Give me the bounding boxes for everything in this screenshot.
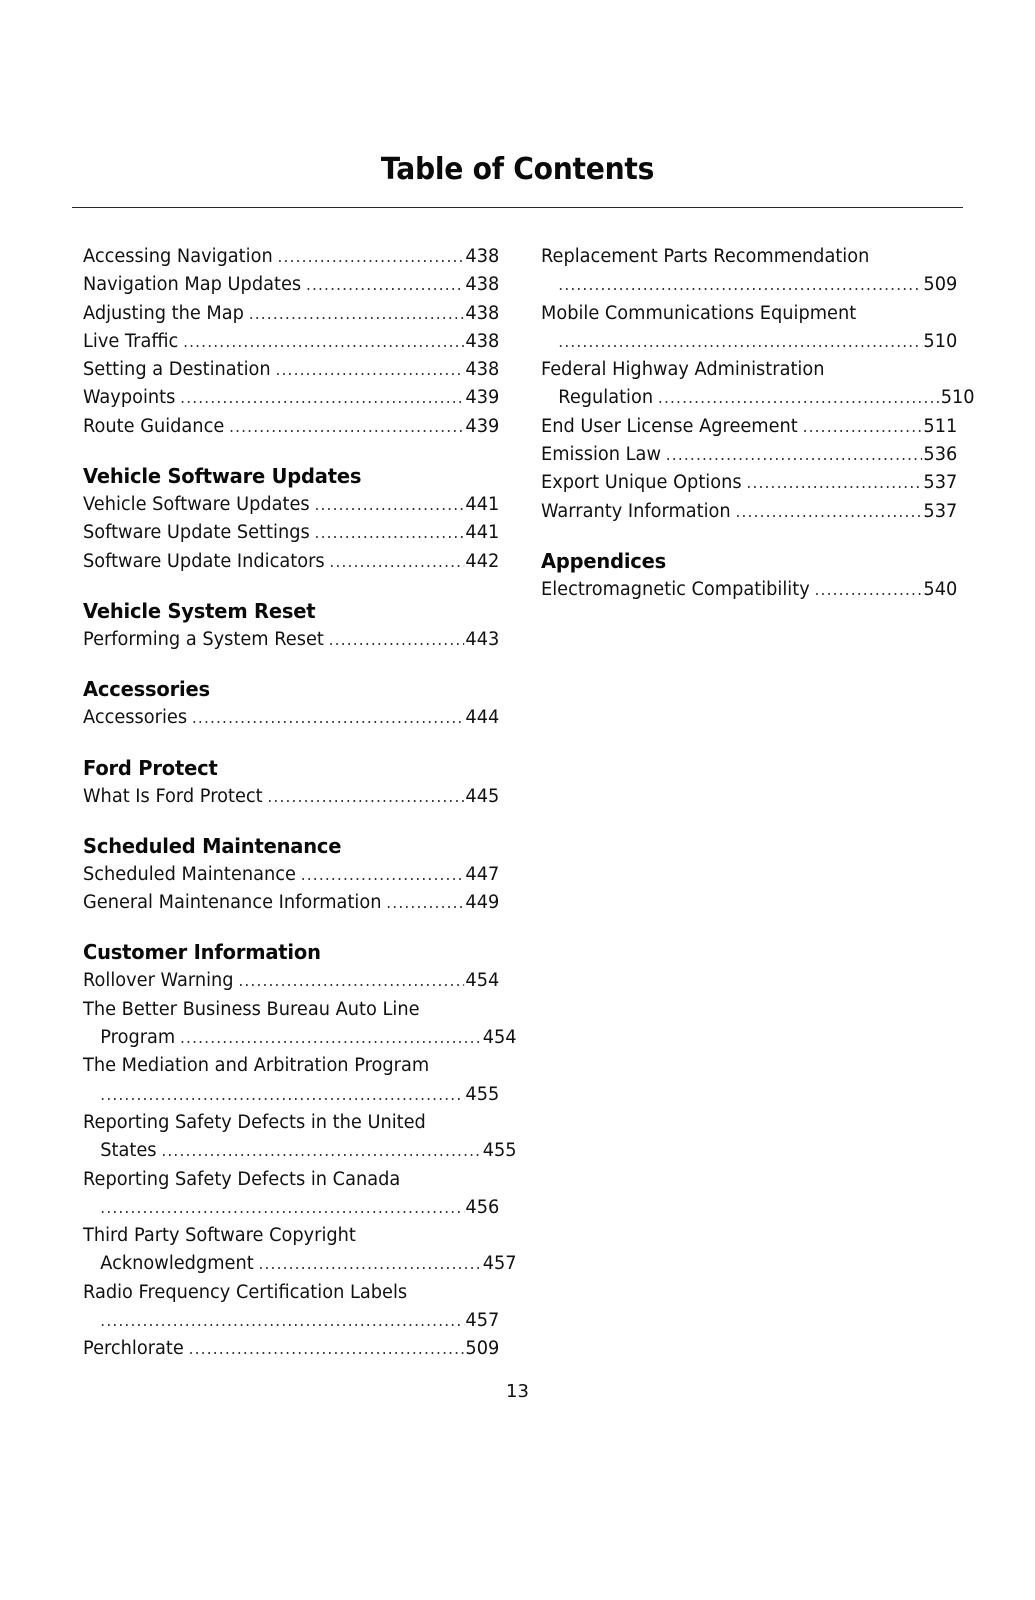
toc-entry[interactable] xyxy=(83,1335,499,1363)
toc-entry-row xyxy=(83,328,499,356)
dot-leader xyxy=(180,384,464,412)
toc-entry-row xyxy=(83,1024,517,1052)
toc-entry[interactable] xyxy=(83,1052,499,1109)
toc-entry-label: Warranty Information xyxy=(541,500,731,522)
toc-entry[interactable] xyxy=(83,1166,499,1223)
toc-entry-label: Performing a System Reset xyxy=(83,628,324,650)
toc-entry-label: Software Update Settings xyxy=(83,522,310,544)
toc-entry-label: Vehicle Software Updates xyxy=(83,494,310,516)
dot-leader xyxy=(329,548,464,576)
toc-entry-label: Setting a Destination xyxy=(83,359,271,381)
toc-entry-row xyxy=(83,519,499,547)
dot-leader xyxy=(258,1250,481,1278)
dot-leader xyxy=(100,1307,464,1335)
toc-entry[interactable] xyxy=(83,861,499,889)
toc-entry-label-line: The Better Business Bureau Auto Line xyxy=(83,998,420,1020)
toc-entry-label-line: Mobile Communications Equipment xyxy=(541,302,857,324)
toc-entry[interactable] xyxy=(83,1222,517,1279)
dot-leader xyxy=(735,498,922,526)
dot-leader xyxy=(558,328,922,356)
toc-entry-page-number: 438 xyxy=(465,274,500,296)
toc-entry-row xyxy=(83,626,499,654)
toc-entry-page-number: 444 xyxy=(465,707,500,729)
toc-entry-page-number: 537 xyxy=(923,472,958,494)
toc-entry[interactable] xyxy=(83,889,499,917)
toc-entry-label: Scheduled Maintenance xyxy=(83,863,296,885)
page-folio: 13 xyxy=(506,1381,529,1402)
toc-column-right xyxy=(541,243,975,604)
dot-leader xyxy=(558,271,922,299)
toc-entry-label: Program xyxy=(100,1027,176,1049)
toc-section-heading: Vehicle Software Updates xyxy=(83,464,362,489)
toc-entry[interactable] xyxy=(541,356,975,413)
toc-entry[interactable] xyxy=(541,469,957,497)
toc-entry-row xyxy=(83,704,499,732)
dot-leader xyxy=(161,1137,481,1165)
toc-entry-row xyxy=(83,889,499,917)
toc-section-heading: Scheduled Maintenance xyxy=(83,833,342,858)
toc-entry-label: Waypoints xyxy=(83,387,176,409)
dot-leader xyxy=(301,861,465,889)
toc-entry-page-number: 445 xyxy=(465,785,500,807)
toc-entry-row xyxy=(541,413,957,441)
toc-entry-label: Acknowledgment xyxy=(100,1253,254,1275)
toc-entry-row xyxy=(83,413,499,441)
toc-entry-page-number: 449 xyxy=(465,892,500,914)
toc-entry-page-number: 443 xyxy=(465,628,500,650)
toc-entry[interactable] xyxy=(83,519,499,547)
toc-entry-page-number: 509 xyxy=(923,274,958,296)
toc-entry-page-number: 509 xyxy=(465,1338,500,1360)
toc-entry-row xyxy=(83,491,499,519)
toc-entry-label-line: Third Party Software Copyright xyxy=(83,1225,356,1247)
dot-leader xyxy=(278,243,465,271)
toc-entry[interactable] xyxy=(83,243,499,271)
dot-leader xyxy=(746,469,922,497)
toc-entry[interactable] xyxy=(541,243,957,300)
toc-entry-page-number: 540 xyxy=(923,578,958,600)
toc-entry-row xyxy=(83,1335,499,1363)
toc-entry-label: Export Unique Options xyxy=(541,472,742,494)
toc-entry-row xyxy=(83,967,499,995)
toc-entry-label-line: Radio Frequency Certification Labels xyxy=(83,1281,408,1303)
toc-entry-label: Electromagnetic Compatibility xyxy=(541,578,810,600)
toc-entry-page-number: 455 xyxy=(482,1140,517,1162)
toc-entry-row xyxy=(83,1137,517,1165)
toc-entry[interactable] xyxy=(541,441,957,469)
dot-leader xyxy=(249,300,465,328)
toc-entry-page-number: 454 xyxy=(465,970,500,992)
toc-entry-page-number: 457 xyxy=(465,1310,500,1332)
dot-leader xyxy=(180,1024,482,1052)
toc-entry-label: Adjusting the Map xyxy=(83,302,244,324)
dot-leader xyxy=(315,519,465,547)
toc-entry[interactable] xyxy=(541,576,957,604)
toc-entry-row xyxy=(83,1307,499,1335)
toc-column-left xyxy=(83,243,517,1364)
dot-leader xyxy=(275,356,464,384)
dot-leader xyxy=(306,271,465,299)
toc-section-heading: Accessories xyxy=(83,677,210,702)
toc-entry[interactable] xyxy=(83,1279,499,1336)
toc-entry-row xyxy=(83,783,499,811)
toc-entry-label: End User License Agreement xyxy=(541,415,798,437)
toc-entry[interactable] xyxy=(83,356,499,384)
toc-entry[interactable] xyxy=(83,271,499,299)
toc-entry-row xyxy=(541,498,957,526)
toc-entry-label: Navigation Map Updates xyxy=(83,274,302,296)
toc-entry-row xyxy=(83,1081,499,1109)
dot-leader xyxy=(189,1335,465,1363)
toc-entry-row xyxy=(83,861,499,889)
toc-entry-label: Regulation xyxy=(558,387,654,409)
toc-entry-label: States xyxy=(100,1140,157,1162)
dot-leader xyxy=(666,441,923,469)
toc-entry-row xyxy=(541,271,957,299)
toc-entry-label-line: Federal Highway Administration xyxy=(541,359,825,381)
toc-entry-page-number: 537 xyxy=(923,500,958,522)
toc-entry[interactable] xyxy=(83,783,499,811)
toc-entry-page-number: 441 xyxy=(465,494,500,516)
page-title: Table of Contents xyxy=(380,152,655,187)
toc-entry-page-number: 441 xyxy=(465,522,500,544)
toc-entry-page-number: 511 xyxy=(923,415,958,437)
toc-entry-label-line: The Mediation and Arbitration Program xyxy=(83,1055,430,1077)
toc-entry-label: Accessories xyxy=(83,707,188,729)
toc-entry-label-line: Reporting Safety Defects in the United xyxy=(83,1111,426,1133)
dot-leader xyxy=(100,1194,464,1222)
toc-entry[interactable] xyxy=(83,996,517,1053)
toc-entry-page-number: 510 xyxy=(923,330,958,352)
toc-entry-label: Emission Law xyxy=(541,444,661,466)
toc-entry-page-number: 457 xyxy=(482,1253,517,1275)
toc-entry-label: Perchlorate xyxy=(83,1338,184,1360)
toc-entry-label: Accessing Navigation xyxy=(83,246,273,267)
toc-entry[interactable] xyxy=(83,967,499,995)
toc-entry-row xyxy=(83,1250,517,1278)
toc-entry-row xyxy=(541,384,975,412)
toc-entry-label-line: Replacement Parts Recommendation xyxy=(541,246,870,267)
toc-entry[interactable] xyxy=(83,626,499,654)
dot-leader xyxy=(803,413,923,441)
toc-entry-row xyxy=(541,441,957,469)
toc-entry-page-number: 536 xyxy=(923,444,958,466)
dot-leader xyxy=(192,704,465,732)
toc-entry-row xyxy=(83,243,499,271)
dot-leader xyxy=(658,384,940,412)
toc-entry-row xyxy=(83,384,499,412)
toc-entry[interactable] xyxy=(83,413,499,441)
toc-entry-page-number: 439 xyxy=(465,387,500,409)
dot-leader xyxy=(815,576,923,604)
toc-entry-page-number: 510 xyxy=(940,387,975,409)
toc-entry-page-number: 439 xyxy=(465,415,500,437)
toc-entry-page-number: 438 xyxy=(465,302,500,324)
toc-entry-label: General Maintenance Information xyxy=(83,892,382,914)
dot-leader xyxy=(229,413,464,441)
toc-entry-row xyxy=(83,548,499,576)
dot-leader xyxy=(329,626,465,654)
toc-section-heading: Ford Protect xyxy=(83,755,218,780)
toc-entry[interactable] xyxy=(83,328,499,356)
toc-entry[interactable] xyxy=(83,491,499,519)
toc-entry-page-number: 438 xyxy=(465,330,500,352)
dot-leader xyxy=(183,328,464,356)
toc-entry[interactable] xyxy=(83,384,499,412)
toc-entry[interactable] xyxy=(541,413,957,441)
toc-entry-page-number: 455 xyxy=(465,1083,500,1105)
dot-leader xyxy=(314,491,464,519)
toc-entry-page-number: 456 xyxy=(465,1196,500,1218)
toc-entry-label-line: Reporting Safety Defects in Canada xyxy=(83,1168,401,1190)
toc-entry[interactable] xyxy=(83,1109,517,1166)
toc-section-heading: Vehicle System Reset xyxy=(83,598,316,623)
toc-entry-page-number: 447 xyxy=(465,863,500,885)
dot-leader xyxy=(238,967,464,995)
toc-entry[interactable] xyxy=(83,548,499,576)
toc-entry-row xyxy=(83,356,499,384)
toc-entry-label: What Is Ford Protect xyxy=(83,785,263,807)
toc-entry-row xyxy=(541,576,957,604)
toc-section-heading: Customer Information xyxy=(83,940,321,965)
title-divider xyxy=(72,207,963,208)
dot-leader xyxy=(267,783,464,811)
toc-entry-page-number: 438 xyxy=(465,246,500,267)
toc-entry-row xyxy=(83,271,499,299)
toc-entry-label: Software Update Indicators xyxy=(83,550,325,572)
toc-section-heading: Appendices xyxy=(541,548,667,573)
dot-leader xyxy=(386,889,464,917)
toc-entry-row xyxy=(541,328,957,356)
toc-entry[interactable] xyxy=(83,300,499,328)
toc-entry-row xyxy=(83,300,499,328)
toc-entry-row xyxy=(83,1194,499,1222)
toc-entry-row xyxy=(541,469,957,497)
toc-entry[interactable] xyxy=(83,704,499,732)
toc-entry-page-number: 454 xyxy=(482,1027,517,1049)
toc-entry-label: Route Guidance xyxy=(83,415,225,437)
toc-entry-page-number: 438 xyxy=(465,359,500,381)
toc-entry-label: Live Traffic xyxy=(83,330,179,352)
dot-leader xyxy=(100,1081,464,1109)
toc-entry-page-number: 442 xyxy=(465,550,500,572)
toc-entry[interactable] xyxy=(541,300,957,357)
toc-entry[interactable] xyxy=(541,498,957,526)
toc-entry-label: Rollover Warning xyxy=(83,970,234,992)
